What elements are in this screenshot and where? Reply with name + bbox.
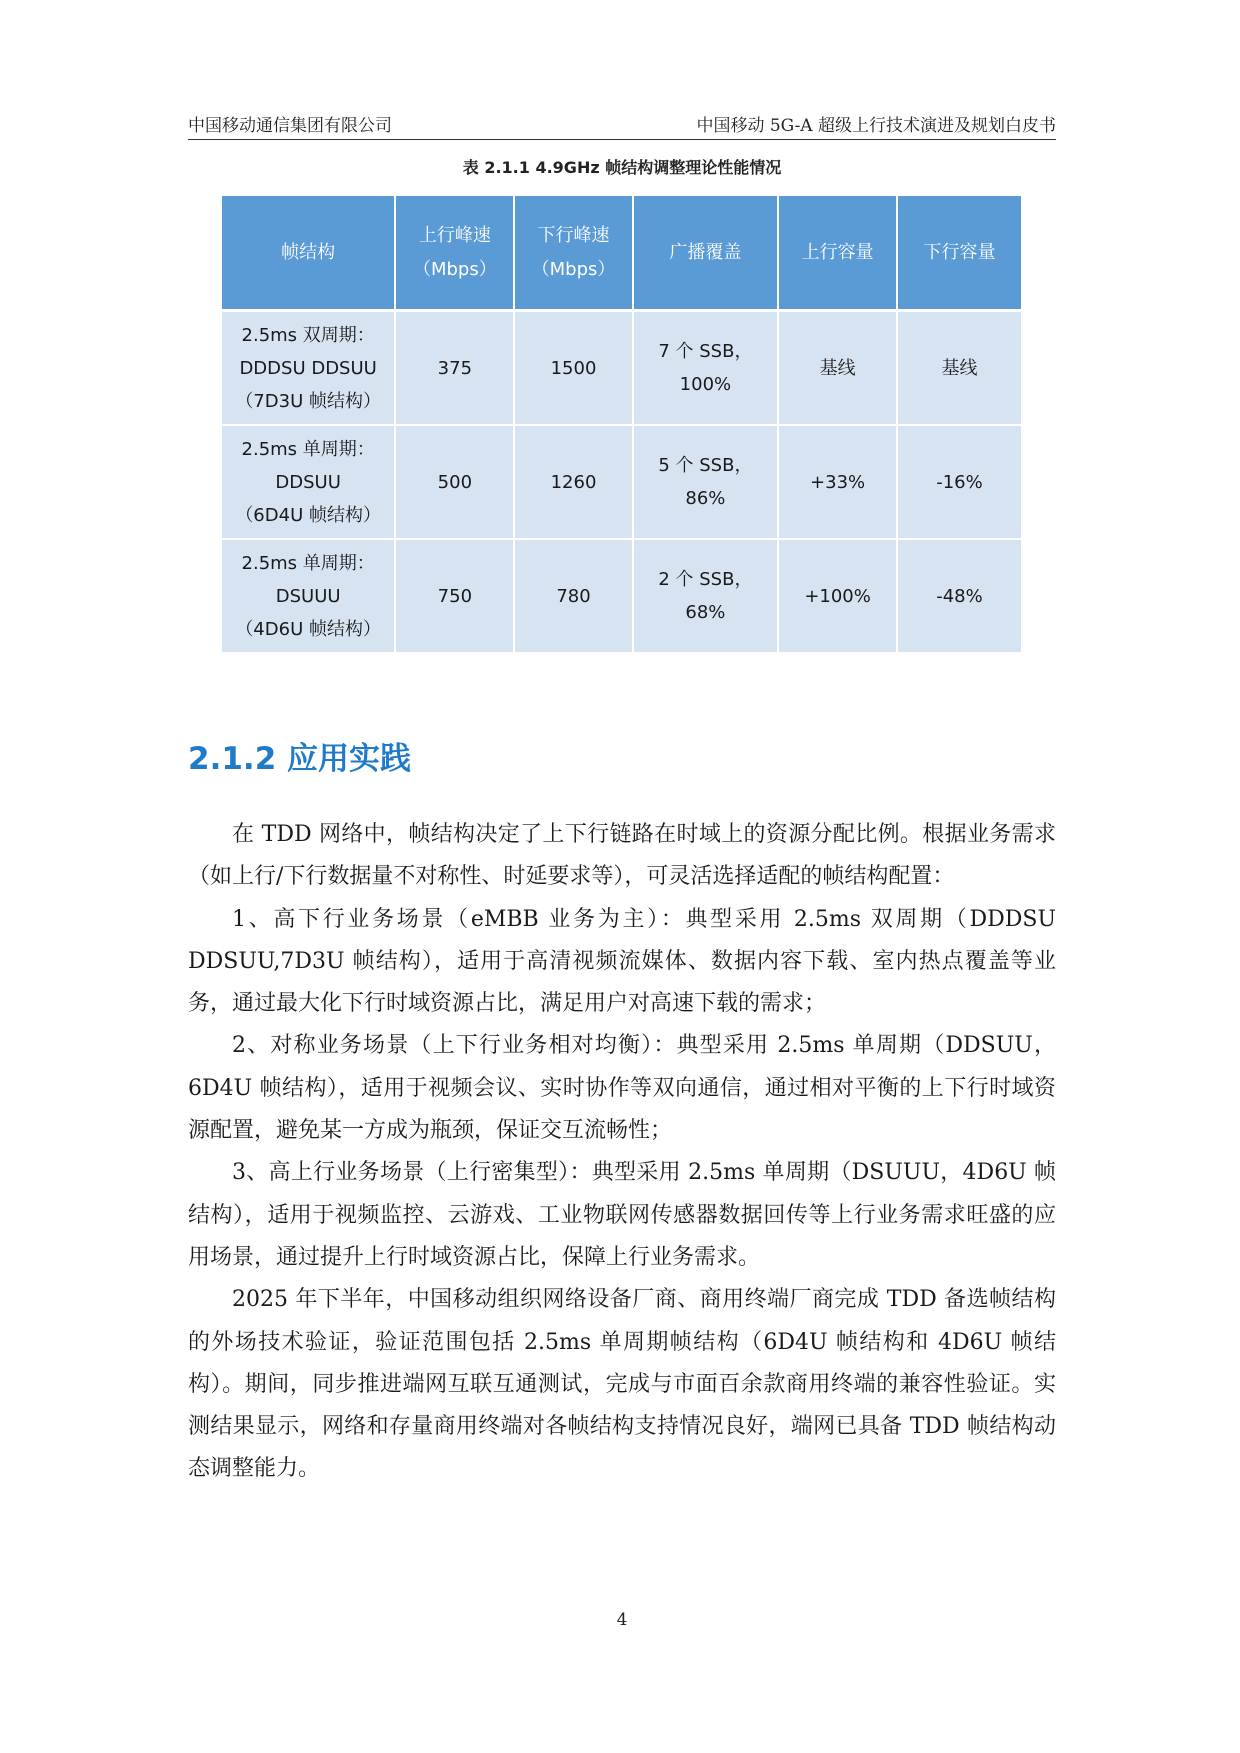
table-row (222, 426, 1021, 540)
cell-ul-peak: 375 (396, 312, 515, 426)
cell-broadcast (634, 426, 780, 540)
broadcast-percent: 100% (679, 374, 732, 395)
paragraph-symmetric: 2、对称业务场景（上下行业务相对均衡）：典型采用 2.5ms 单周期（DDSUU，6D4U 帧结构），适用于视频会议、实时协作等双向通信，通过相对平衡的上下行时域资源配置，避免某一方成为瓶颈，保证交互流畅性； (188, 1033, 1056, 1144)
cell-ul-capacity: 基线 (779, 312, 898, 426)
header-document-title: 中国移动 5G-A 超级上行技术演进及规划白皮书 (696, 116, 1056, 136)
table-row (222, 312, 1021, 426)
frame-type: （4D6U 帧结构） (235, 618, 381, 640)
cell-dl-peak: 1260 (515, 426, 633, 540)
table-caption: 表 2.1.1 4.9GHz 帧结构调整理论性能情况 (462, 158, 782, 177)
frame-structure-performance-table (222, 196, 1021, 652)
page-header (188, 109, 1056, 140)
header-text: 广播覆盖 (669, 241, 742, 263)
cell-dl-capacity: 基线 (898, 312, 1021, 426)
table-row (222, 540, 1021, 652)
cell-ul-capacity: +33% (779, 426, 898, 540)
cell-dl-capacity: -16% (898, 426, 1021, 540)
frame-period: 2.5ms 双周期： (241, 324, 375, 346)
header-dl-peak (515, 196, 633, 312)
cell-ul-peak: 750 (396, 540, 515, 652)
table-header-row (222, 196, 1021, 312)
header-text: 下行峰速 (537, 224, 610, 246)
paragraph-intro: 在 TDD 网络中，帧结构决定了上下行链路在时域上的资源分配比例。根据业务需求（如上行/下行数据量不对称性、时延要求等），可灵活选择适配的帧结构配置： (188, 822, 1056, 890)
cell-dl-peak: 780 (515, 540, 633, 652)
broadcast-percent: 86% (685, 488, 726, 509)
header-ul-peak (396, 196, 515, 312)
frame-type: （6D4U 帧结构） (235, 504, 381, 526)
broadcast-ssb: 2 个 SSB， (658, 569, 753, 590)
header-text: 帧结构 (281, 241, 336, 263)
frame-pattern: DDSUU (275, 471, 341, 493)
broadcast-ssb: 5 个 SSB， (658, 455, 753, 476)
paragraph-high-downlink: 1、高下行业务场景（eMBB 业务为主）：典型采用 2.5ms 双周期（DDDSU DDSUU,7D3U 帧结构），适用于高清视频流媒体、数据内容下载、室内热点覆盖等业务，通过最大化下行时域资源占比，满足用户对高速下载的需求； (188, 906, 1056, 1017)
cell-broadcast (634, 540, 780, 652)
cell-ul-capacity: +100% (779, 540, 898, 652)
header-text: 上行容量 (801, 241, 874, 263)
cell-frame-structure (222, 540, 396, 652)
broadcast-percent: 68% (685, 602, 726, 623)
header-unit: （Mbps） (412, 258, 497, 280)
header-frame-structure (222, 196, 396, 312)
cell-broadcast (634, 312, 780, 426)
header-unit: （Mbps） (531, 258, 616, 280)
frame-period: 2.5ms 单周期： (241, 552, 375, 574)
frame-pattern: DSUUU (275, 585, 341, 607)
header-broadcast-coverage (634, 196, 780, 312)
header-organization: 中国移动通信集团有限公司 (188, 116, 392, 136)
cell-dl-peak: 1500 (515, 312, 633, 426)
page-number: 4 (616, 1610, 628, 1630)
paragraph-field-verification: 2025 年下半年，中国移动组织网络设备厂商、商用终端厂商完成 TDD 备选帧结构的外场技术验证，验证范围包括 2.5ms 单周期帧结构（6D4U 帧结构和 4D6U 帧结构）。期间，同步推进端网互联互通测试，完成与市面百余款商用终端的兼容性验证。实测结果显示，网络和存量商用终端对各帧结构支持情况良好，端网已具备 TDD 帧结构动态调整能力。 (188, 1287, 1056, 1482)
broadcast-ssb: 7 个 SSB， (658, 341, 753, 362)
header-text: 上行峰速 (418, 224, 491, 246)
section-heading: 2.1.2 应用实践 (188, 741, 412, 777)
cell-frame-structure (222, 312, 396, 426)
frame-period: 2.5ms 单周期： (241, 438, 375, 460)
frame-pattern: DDDSU DDSUU (239, 357, 377, 379)
frame-type: （7D3U 帧结构） (235, 390, 381, 412)
section-body (188, 814, 1056, 1491)
paragraph-high-uplink: 3、高上行业务场景（上行密集型）：典型采用 2.5ms 单周期（DSUUU，4D6U 帧结构），适用于视频监控、云游戏、工业物联网传感器数据回传等上行业务需求旺盛的应用场景，通过提升上行时域资源占比，保障上行业务需求。 (188, 1160, 1056, 1270)
cell-dl-capacity: -48% (898, 540, 1021, 652)
header-ul-capacity (779, 196, 898, 312)
cell-frame-structure (222, 426, 396, 540)
header-dl-capacity (898, 196, 1021, 312)
cell-ul-peak: 500 (396, 426, 515, 540)
header-text: 下行容量 (923, 241, 996, 263)
